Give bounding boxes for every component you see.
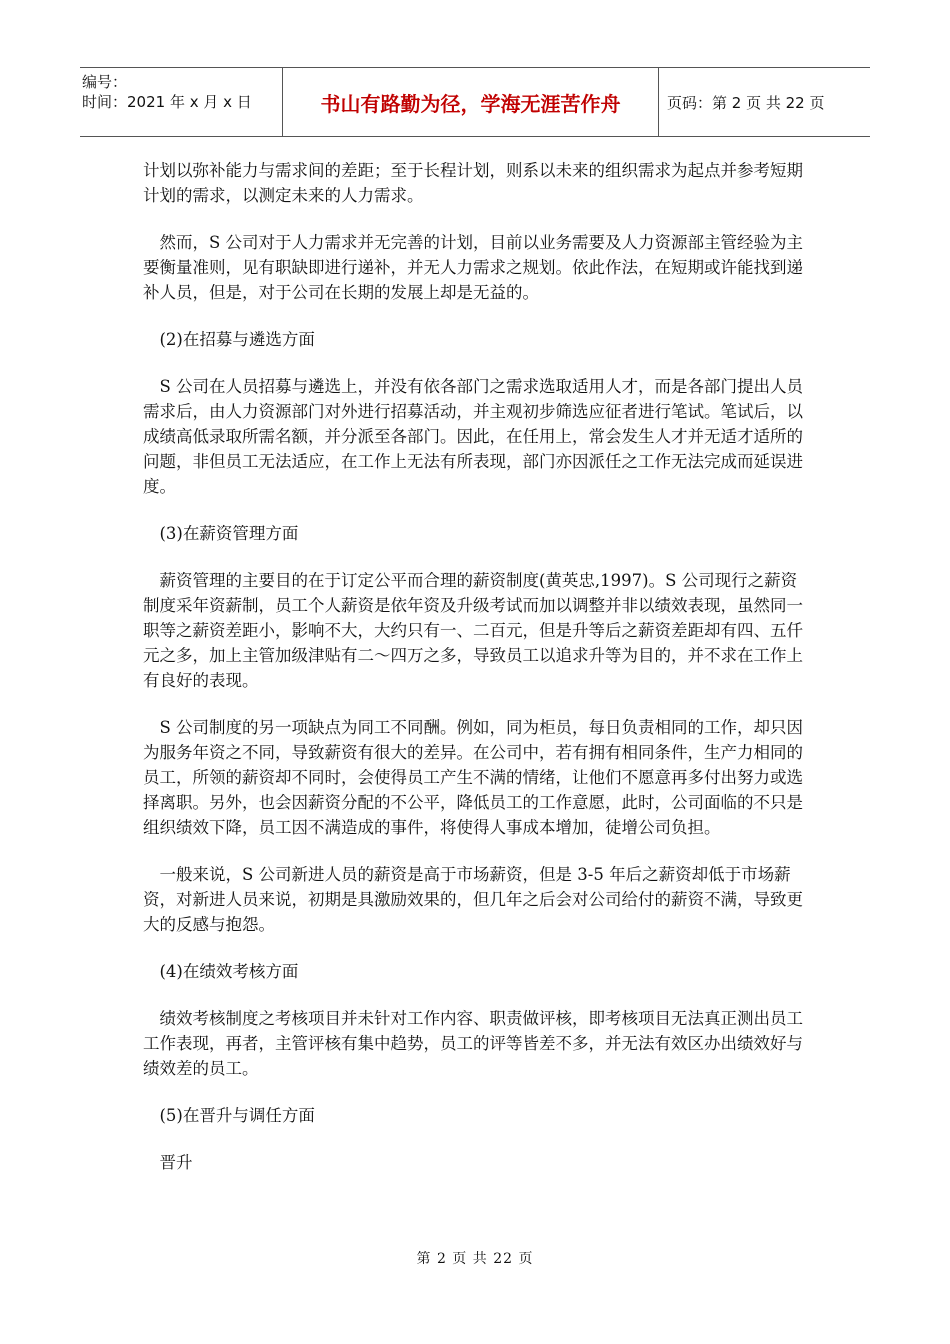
section-heading: (4)在绩效考核方面 [159,962,299,981]
document-body [143,158,813,1197]
header-time-label: 时间：2021 年 x 月 x 日 [82,93,252,111]
paragraph: 绩效考核制度之考核项目并未针对工作内容、职责做评核，即考核项目无法真正测出员工工作表现，再者，主管评核有集中趋势，员工的评等皆差不多，并无法有效区办出绩效好与绩效差的员工。 [143,1009,803,1078]
section-heading: (3)在薪资管理方面 [159,524,299,543]
page-header [80,67,870,137]
subheading: 晋升 [159,1153,193,1172]
page-footer: 第 2 页 共 22 页 [416,1251,534,1267]
header-number-label: 编号： [82,73,128,91]
header-motto: 书山有路勤为径，学海无涯苦作舟 [283,68,659,136]
section-heading: (2)在招募与遴选方面 [159,330,315,349]
header-meta [80,68,283,136]
paragraph: 一般来说，S 公司新进人员的薪资是高于市场薪资，但是 3-5 年后之薪资却低于市场薪资，对新进人员来说，初期是具激励效果的，但几年之后会对公司给付的薪资不满，导致更大的反感与抱怨。 [143,865,803,934]
paragraph: S 公司在人员招募与遴选上，并没有依各部门之需求选取适用人才，而是各部门提出人员需求后，由人力资源部门对外进行招募活动，并主观初步筛选应征者进行笔试。笔试后，以成绩高低录取所需名额，并分派至各部门。因此，在任用上，常会发生人才并无适才适所的问题，非但员工无法适应，在工作上无法有所表现，部门亦因派任之工作无法完成而延误进度。 [143,377,804,496]
section-heading: (5)在晋升与调任方面 [159,1106,315,1125]
paragraph: 薪资管理的主要目的在于订定公平而合理的薪资制度(黄英忠,1997)。S 公司现行之薪资制度采年资薪制，员工个人薪资是依年资及升级考试而加以调整并非以绩效表现，虽然同一职等之薪资差距小，影响不大，大约只有一、二百元，但是升等后之薪资差距却有四、五仟元之多，加上主管加级津贴有二～四万之多，导致员工以追求升等为目的，并不求在工作上有良好的表现。 [143,571,803,690]
header-page-info: 页码：第 2 页 共 22 页 [667,93,825,112]
paragraph: 计划以弥补能力与需求间的差距；至于长程计划，则系以未来的组织需求为起点并参考短期计划的需求，以测定未来的人力需求。 [143,161,803,205]
paragraph: 然而，S 公司对于人力需求并无完善的计划，目前以业务需要及人力资源部主管经验为主要衡量准则，见有职缺即进行递补，并无人力需求之规划。依此作法，在短期或许能找到递补人员，但是，对于公司在长期的发展上却是无益的。 [143,233,804,302]
paragraph: S 公司制度的另一项缺点为同工不同酬。例如，同为柜员，每日负责相同的工作，却只因为服务年资之不同，导致薪资有很大的差异。在公司中，若有拥有相同条件，生产力相同的员工，所领的薪资却不同时，会使得员工产生不满的情绪，让他们不愿意再多付出努力或选择离职。另外，也会因薪资分配的不公平，降低员工的工作意愿，此时，公司面临的不只是组织绩效下降，员工因不满造成的事件，将使得人事成本增加，徒增公司负担。 [143,718,804,837]
